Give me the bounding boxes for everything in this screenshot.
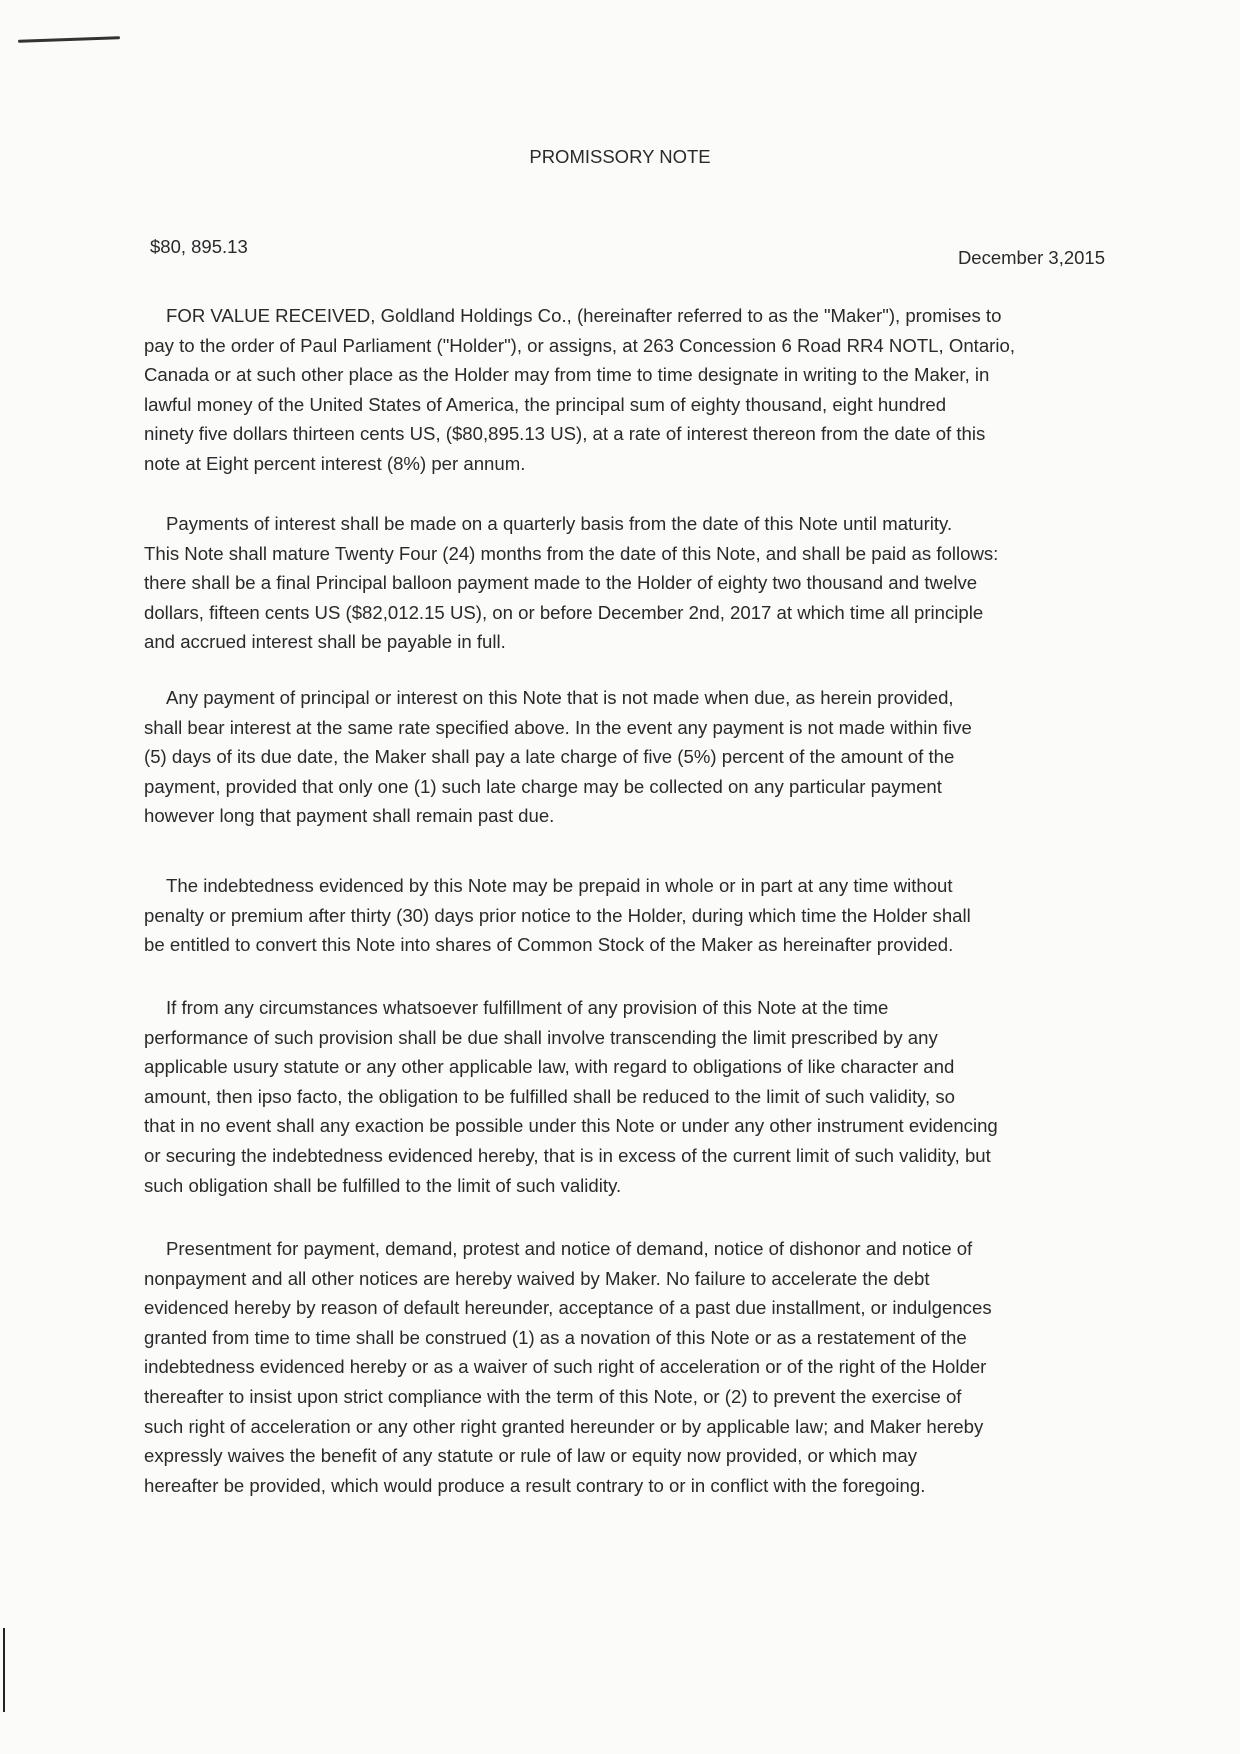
paragraph-line: indebtedness evidenced hereby or as a waiver of such right of acceleration or of the right of the Holder — [144, 1356, 987, 1378]
paragraph-line: ninety five dollars thirteen cents US, ($80,895.13 US), at a rate of interest thereon from the date of this — [144, 423, 986, 445]
paragraph-line: nonpayment and all other notices are hereby waived by Maker. No failure to accelerate the debt — [144, 1267, 930, 1289]
paragraph-line: The indebtedness evidenced by this Note may be prepaid in whole or in part at any time without — [166, 875, 953, 896]
paragraph-line: expressly waives the benefit of any statute or rule of law or equity now provided, or which may — [144, 1445, 918, 1467]
paragraph-line: Presentment for payment, demand, protest and notice of demand, notice of dishonor and notice of — [166, 1238, 973, 1259]
paragraph-5 — [144, 993, 1124, 1200]
paragraph-line: such right of acceleration or any other right granted hereunder or by applicable law; and Maker hereby — [144, 1415, 984, 1437]
paragraph-line: there shall be a final Principal balloon payment made to the Holder of eighty two thousand and twelve — [144, 572, 978, 594]
paragraph-line: granted from time to time shall be construed (1) as a novation of this Note or as a restatement of the — [144, 1326, 967, 1348]
paragraph-line: and accrued interest shall be payable in full. — [144, 631, 506, 653]
pen-mark — [18, 36, 120, 43]
paragraph-line: note at Eight percent interest (8%) per annum. — [144, 452, 526, 474]
paragraph-line: If from any circumstances whatsoever fulfillment of any provision of this Note at the time — [166, 997, 889, 1018]
paragraph-line: shall bear interest at the same rate specified above. In the event any payment is not made within five — [144, 716, 972, 738]
paragraph-line: penalty or premium after thirty (30) days prior notice to the Holder, during which time the Holder shall — [144, 904, 971, 926]
paragraph-line: amount, then ipso facto, the obligation to be fulfilled shall be reduced to the limit of such validity, so — [144, 1085, 956, 1107]
note-amount: $80, 895.13 — [150, 236, 248, 257]
paragraph-3 — [144, 683, 1124, 831]
paragraph-line: lawful money of the United States of America, the principal sum of eighty thousand, eight hundred — [144, 393, 947, 415]
paragraph-line: Canada or at such other place as the Holder may from time to time designate in writing to the Maker, in — [144, 364, 990, 386]
paragraph-line: FOR VALUE RECEIVED, Goldland Holdings Co., (hereinafter referred to as the "Maker"), promises to — [166, 305, 1002, 326]
paragraph-line: performance of such provision shall be due shall involve transcending the limit prescribed by any — [144, 1026, 938, 1048]
paragraph-line: payment, provided that only one (1) such late charge may be collected on any particular payment — [144, 775, 942, 797]
paragraph-2 — [144, 509, 1124, 657]
paragraph-line: such obligation shall be fulfilled to the limit of such validity. — [144, 1174, 622, 1196]
paragraph-line: hereafter be provided, which would produce a result contrary to or in conflict with the foregoing. — [144, 1474, 926, 1496]
paragraph-line: be entitled to convert this Note into shares of Common Stock of the Maker as hereinafter provided. — [144, 934, 954, 956]
paragraph-line: however long that payment shall remain past due. — [144, 805, 555, 827]
paragraph-4 — [144, 871, 1124, 960]
paragraph-line: applicable usury statute or any other applicable law, with regard to obligations of like character and — [144, 1056, 955, 1078]
paragraph-line: pay to the order of Paul Parliament ("Holder"), or assigns, at 263 Concession 6 Road RR4 NOTL, Ontario, — [144, 334, 1015, 356]
paragraph-line: Any payment of principal or interest on this Note that is not made when due, as herein provided, — [166, 687, 954, 708]
paragraph-line: This Note shall mature Twenty Four (24) months from the date of this Note, and shall be paid as follows: — [144, 542, 999, 564]
document-title: PROMISSORY NOTE — [529, 146, 711, 167]
paragraph-line: that in no event shall any exaction be possible under this Note or under any other instrument evidencing — [144, 1115, 998, 1137]
scan-edge-line — [3, 1628, 5, 1712]
paragraph-line: (5) days of its due date, the Maker shall pay a late charge of five (5%) percent of the amount of the — [144, 746, 955, 768]
paragraph-line: Payments of interest shall be made on a quarterly basis from the date of this Note until maturity. — [166, 513, 953, 534]
paragraph-line: dollars, fifteen cents US ($82,012.15 US), on or before December 2nd, 2017 at which time all principle — [144, 601, 984, 623]
paragraph-line: evidenced hereby by reason of default hereunder, acceptance of a past due installment, or indulgences — [144, 1297, 992, 1319]
note-date: December 3,2015 — [957, 247, 1105, 268]
paragraph-line: thereafter to insist upon strict compliance with the term of this Note, or (2) to prevent the exercise of — [144, 1385, 962, 1407]
paragraph-6 — [144, 1234, 1124, 1500]
paragraph-1 — [144, 301, 1124, 479]
paragraph-line: or securing the indebtedness evidenced hereby, that is in excess of the current limit of such validity, but — [144, 1144, 991, 1166]
